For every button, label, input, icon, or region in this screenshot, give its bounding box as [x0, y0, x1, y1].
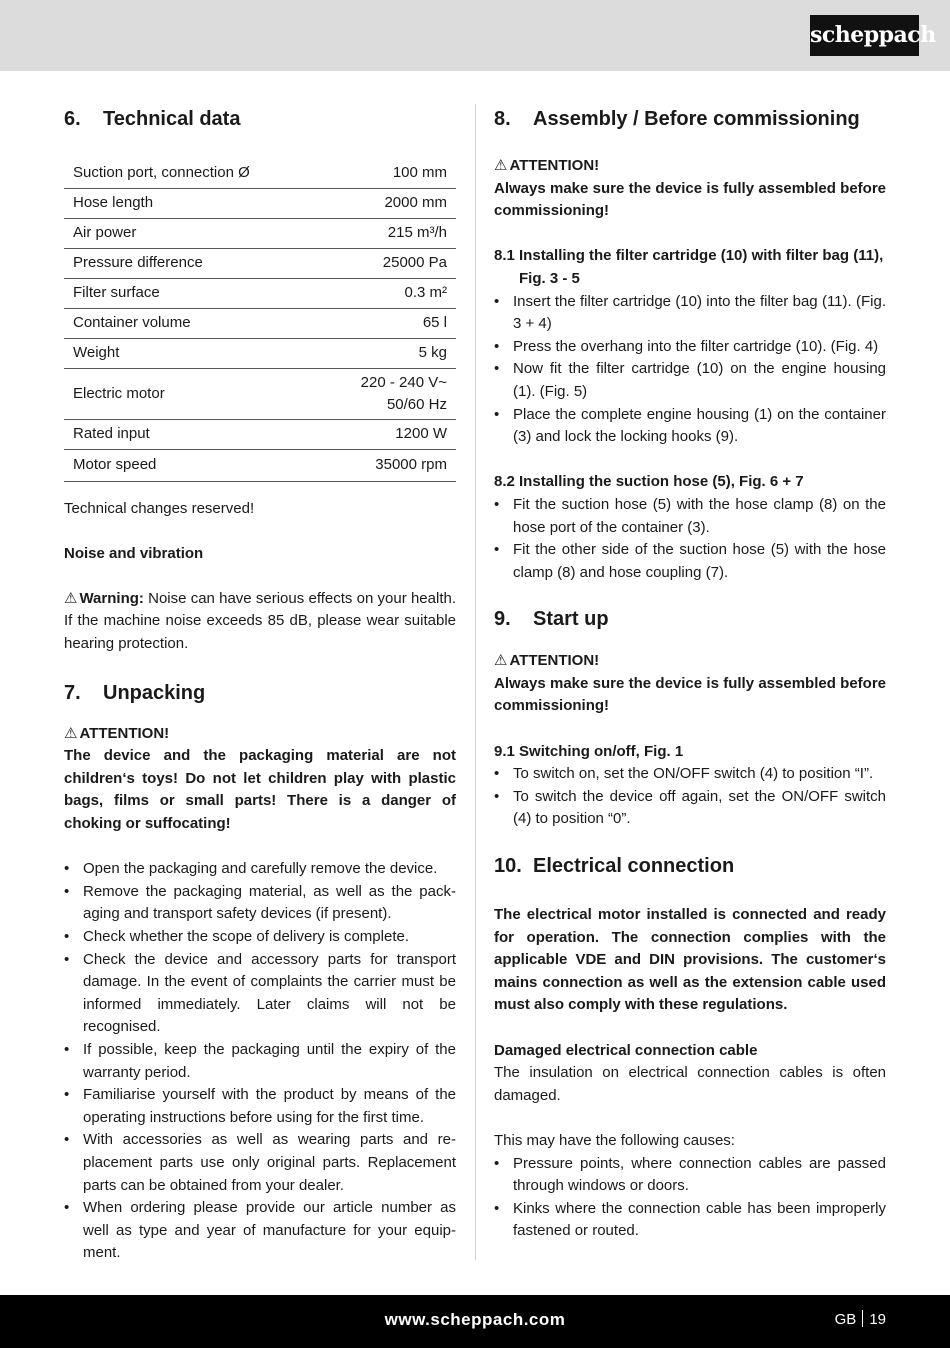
filter-install-list: [494, 291, 886, 449]
noise-heading: Noise and vibration: [64, 544, 204, 562]
list-item: • Remove the packaging material, as well as the packaging and transport safety devices (if present).: [64, 881, 456, 926]
list-item: • Now fit the filter cartridge (10) on the engine housing (1). (Fig. 5): [494, 358, 886, 403]
list-item: • To switch the device off again, set the ON/OFF switch (4) to position “0”.: [494, 786, 886, 831]
assembly-attention-text: Always make sure the device is fully assembled before commissioning!: [494, 179, 886, 220]
list-item: • When ordering please provide our article number as well as type and year of manufacture for your equipment.: [64, 1197, 456, 1265]
table-row: Rated input 1200 W: [64, 419, 456, 449]
assembly-attention: ⚠ ATTENTION!: [494, 155, 886, 178]
list-item: • Check whether the scope of delivery is complete.: [64, 926, 456, 949]
subsection-9-1-heading: 9.1 Switching on/off, Fig. 1: [494, 742, 684, 760]
technical-changes-note: Technical changes reserved!: [64, 499, 255, 517]
start-attention: ⚠ ATTENTION!: [494, 650, 886, 673]
list-item: • Kinks where the connection cable has been improperly fastened or routed.: [494, 1198, 886, 1243]
noise-warning: ⚠ Warning: Noise can have serious effects on your health. If the machine noise exceeds 85 dB, please wear suitable hearing protection.: [64, 589, 456, 653]
warning-triangle-icon: ⚠: [64, 589, 78, 607]
causes-intro: This may have the following causes:: [494, 1131, 735, 1149]
section-electrical-heading: 10. Electrical connection: [494, 855, 735, 878]
column-divider: [475, 104, 476, 1260]
warning-triangle-icon: ⚠: [64, 724, 78, 742]
right-column: [494, 104, 886, 1243]
table-row: Filter surface 0.3 m²: [64, 278, 456, 308]
subsection-8-1-heading: 8.1 Installing the filter cartridge (10) with filter bag (11), Fig. 3 - 5: [494, 247, 884, 287]
table-row: Weight 5 kg: [64, 338, 456, 368]
unpacking-attention-text: The device and the packaging material are not children‘s toys! Do not let children play with plastic bags, films or small parts! There is a danger of choking or suffocating!: [64, 747, 456, 833]
list-item: • Press the overhang into the filter cartridge (10). (Fig. 4): [494, 336, 886, 359]
table-row: Hose length 2000 mm: [64, 188, 456, 218]
section-unpacking-heading: 7. Unpacking: [64, 681, 206, 704]
list-item: • Check the device and accessory parts for transport damage. In the event of complaints the carrier must be informed immediately. Later claims will not be recognised.: [64, 949, 456, 1039]
list-item: • Insert the filter cartridge (10) into the filter bag (11). (Fig. 3 + 4): [494, 291, 886, 336]
list-item: • Familiarise yourself with the product by means of the operating instructions before using for the first time.: [64, 1084, 456, 1129]
website-link[interactable]: www.scheppach.com: [384, 1310, 566, 1329]
unpacking-attention: ⚠ ATTENTION!: [64, 723, 456, 746]
causes-list: [494, 1153, 886, 1243]
header-bar: [0, 0, 950, 71]
left-column: [64, 104, 456, 1265]
warning-triangle-icon: ⚠: [494, 652, 508, 670]
list-item: • Fit the suction hose (5) with the hose clamp (8) on the hose port of the container (3).: [494, 494, 886, 539]
table-row: Electric motor 220 - 240 V~ 50/60 Hz: [64, 368, 456, 419]
list-item: • Pressure points, where connection cables are passed through windows or doors.: [494, 1153, 886, 1198]
list-item: • Fit the other side of the suction hose (5) with the hose clamp (8) and hose coupling (7).: [494, 539, 886, 584]
section-start-up-heading: 9. Start up: [494, 608, 609, 631]
page-indicator: GB 19: [834, 1311, 886, 1328]
hose-install-list: [494, 494, 886, 584]
table-row: Motor speed 35000 rpm: [64, 449, 456, 481]
table-row: Container volume 65 l: [64, 308, 456, 338]
start-attention-text: Always make sure the device is fully assembled before commissioning!: [494, 674, 886, 715]
section-technical-data-heading: 6. Technical data: [64, 108, 241, 130]
table-row: Pressure difference 25000 Pa: [64, 248, 456, 278]
electrical-bold-text: The electrical motor installed is connected and ready for operation. The connection complies with the applicable VDE and DIN provisions. The customer‘s mains connection as well as the extension cable used must also comply with these regulations.: [494, 906, 886, 1014]
unpacking-list: [64, 858, 456, 1265]
technical-data-table: [64, 158, 456, 482]
damaged-cable-text: The insulation on electrical connection cables is often damaged.: [494, 1064, 886, 1104]
switching-list: [494, 763, 886, 831]
footer-bar: [0, 1295, 950, 1348]
table-row: Air power 215 m³/h: [64, 218, 456, 248]
list-item: • To switch on, set the ON/OFF switch (4) to position “I”.: [494, 763, 886, 786]
list-item: • Open the packaging and carefully remove the device.: [64, 858, 456, 881]
table-row: Suction port, connection Ø 100 mm: [64, 158, 456, 188]
list-item: • Place the complete engine housing (1) on the container (3) and lock the locking hooks (9).: [494, 404, 886, 449]
list-item: • With accessories as well as wearing parts and replacement parts use only original parts. Replacement parts can be obtained from your dealer.: [64, 1129, 456, 1197]
warning-triangle-icon: ⚠: [494, 157, 508, 174]
scheppach-logo: scheppach: [810, 15, 919, 56]
damaged-cable-heading: Damaged electrical connection cable: [494, 1041, 758, 1059]
list-item: • If possible, keep the packaging until the expiry of the warranty period.: [64, 1039, 456, 1084]
section-assembly-heading: 8. Assembly / Before commissioning: [494, 108, 860, 130]
subsection-8-2-heading: 8.2 Installing the suction hose (5), Fig. 6 + 7: [494, 473, 804, 491]
